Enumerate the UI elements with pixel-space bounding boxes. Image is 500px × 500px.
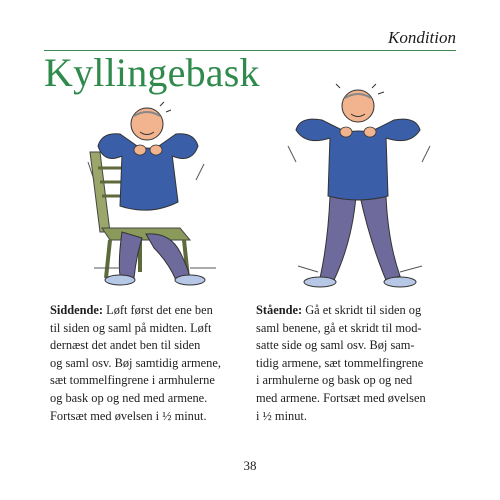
seated-line-7: Fortsæt med øvelsen i ½ minut. (50, 408, 207, 423)
section-label: Kondition (387, 28, 456, 47)
page-number: 38 (243, 458, 257, 473)
standing-instructions (256, 302, 456, 425)
standing-line-4: tidig armene, sæt tommelfingrene (256, 355, 424, 370)
standing-line-1: Gå et skridt til siden og (302, 303, 422, 317)
standing-lead: Stående: (256, 303, 303, 317)
standing-line-6: med armene. Fortsæt med øvelsen (256, 390, 426, 405)
seated-line-5: sæt tommelfingrene i armhulerne (50, 373, 215, 388)
seated-person (98, 102, 205, 285)
page-title: Kyllingebask (44, 50, 260, 95)
standing-exercise-illustration (260, 82, 460, 292)
standing-line-7: i ½ minut. (256, 408, 307, 423)
seated-lead: Siddende: (50, 303, 104, 317)
seated-exercise-illustration (50, 82, 240, 292)
standing-line-2: saml benene, gå et skridt til mod- (256, 320, 422, 335)
seated-line-1: Løft først det ene ben (103, 303, 213, 317)
seated-line-2: til siden og saml på midten. Løft (50, 320, 212, 335)
seated-line-3: dernæst det andet ben til siden (50, 338, 201, 353)
seated-line-6: og bask op og ned med armene. (50, 390, 208, 405)
standing-line-3: satte side og saml osv. Bøj sam- (256, 338, 415, 353)
standing-person (296, 84, 420, 287)
standing-line-5: i armhulerne og bask op og ned (256, 373, 413, 388)
seated-instructions (50, 302, 250, 425)
seated-line-4: og saml osv. Bøj samtidig armene, (50, 355, 221, 370)
